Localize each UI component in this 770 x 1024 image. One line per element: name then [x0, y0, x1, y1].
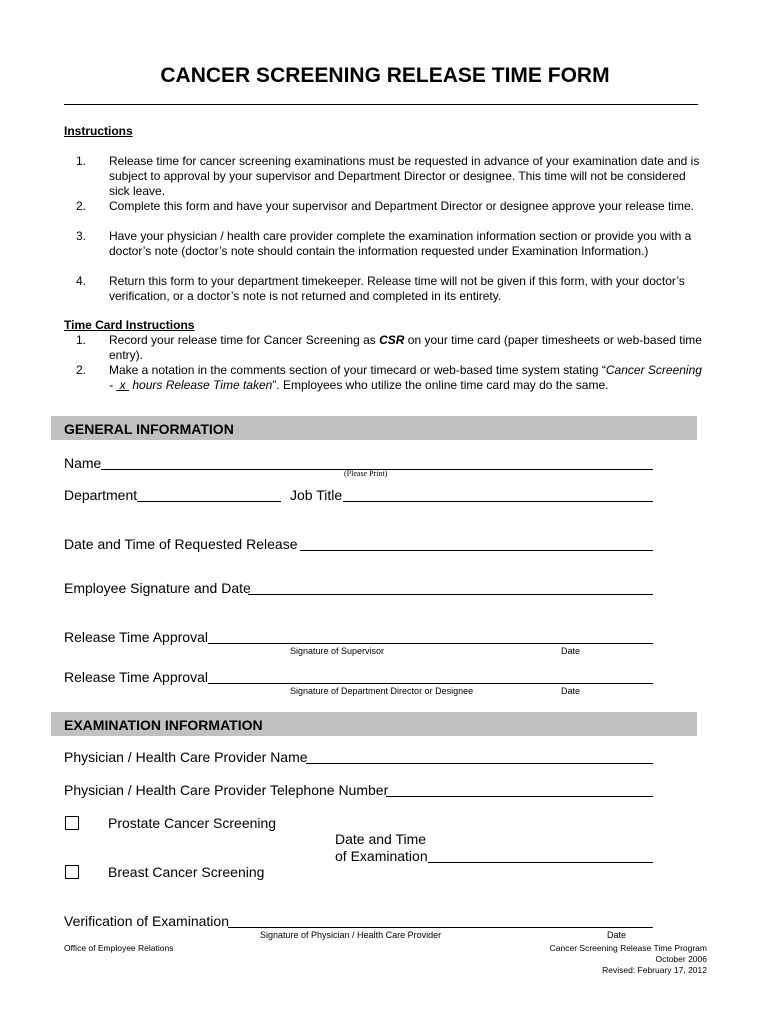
- list-item-number: 2.: [75, 199, 86, 213]
- list-item-text: Complete this form and have your supervisor and Department Director or designee approve your release time.: [109, 199, 694, 213]
- provider-phone-label: Physician / Health Care Provider Telephone Number: [64, 782, 389, 798]
- verification-date-caption: Date: [607, 930, 627, 940]
- footer-date: October 2006: [655, 954, 707, 964]
- director-signature-caption: Signature of Department Director or Designee: [290, 686, 474, 696]
- title-divider: [64, 104, 698, 105]
- supervisor-signature-field[interactable]: [208, 643, 653, 644]
- approval-supervisor-label: Release Time Approval: [64, 629, 208, 645]
- instructions-heading: Instructions: [64, 124, 133, 138]
- department-label: Department: [64, 487, 138, 503]
- list-item-text: Release time for cancer screening examinations must be requested in advance of your examination date and is subject to approval by your supervisor and Department Director or designee. This time will not be considered sick leave.: [109, 154, 700, 198]
- breast-label: Breast Cancer Screening: [108, 864, 265, 880]
- list-item-text: Return this form to your department timekeeper. Release time will not be given if this form, with your doctor’s verification, or a doctor’s note is not returned and completed in its entirety.: [109, 274, 685, 303]
- supervisor-signature-caption: Signature of Supervisor: [290, 646, 385, 656]
- exam-datetime-field[interactable]: [428, 862, 653, 863]
- list-item-text: Have your physician / health care provider complete the examination information section or provide you with a doctor’s note (doctor’s note should contain the information requested under Examination Information.): [109, 229, 692, 258]
- supervisor-date-caption: Date: [561, 646, 581, 656]
- time-card-heading: Time Card Instructions: [64, 318, 195, 332]
- director-signature-field[interactable]: [208, 683, 653, 684]
- time-card-list: [64, 333, 714, 395]
- text-run: on your time card (paper timesheets or web-based time entry).: [109, 333, 702, 362]
- text-run: Record your release time for Cancer Screening as: [109, 333, 380, 347]
- list-item-number: 2.: [75, 363, 86, 377]
- breast-checkbox[interactable]: [65, 865, 79, 879]
- instructions-list: [64, 154, 714, 304]
- list-item-number: 1.: [75, 154, 86, 168]
- job-title-label: Job Title: [290, 487, 343, 503]
- requested-release-field[interactable]: [300, 550, 653, 551]
- footer-revised: Revised: February 17, 2012: [602, 965, 707, 975]
- csr-code: CSR: [379, 333, 405, 347]
- list-item-text: [109, 333, 709, 363]
- director-date-caption: Date: [561, 686, 581, 696]
- examination-information-header: EXAMINATION INFORMATION: [51, 712, 697, 736]
- text-run: Cancer Screening -: [109, 363, 702, 392]
- requested-release-label: Date and Time of Requested Release: [64, 536, 298, 552]
- provider-name-label: Physician / Health Care Provider Name: [64, 749, 308, 765]
- exam-datetime-label-line1: Date and Time: [335, 831, 427, 847]
- footer-program-name: Cancer Screening Release Time Program: [549, 943, 707, 953]
- hours-blank: x: [116, 378, 130, 392]
- list-item-number: 4.: [75, 274, 86, 288]
- department-field[interactable]: [137, 501, 281, 502]
- footer-program: [550, 943, 707, 976]
- prostate-checkbox[interactable]: [65, 816, 79, 830]
- footer-office: Office of Employee Relations: [64, 943, 174, 953]
- employee-signature-field[interactable]: [248, 594, 653, 595]
- text-run: Make a notation in the comments section of your timecard or web-based time system stating “: [109, 363, 606, 377]
- provider-phone-field[interactable]: [386, 796, 653, 797]
- general-information-header: GENERAL INFORMATION: [51, 416, 697, 440]
- verification-signature-caption: Signature of Physician / Health Care Provider: [260, 930, 442, 940]
- page-title: CANCER SCREENING RELEASE TIME FORM: [160, 64, 610, 87]
- approval-director-label: Release Time Approval: [64, 669, 208, 685]
- verification-label: Verification of Examination: [64, 913, 229, 929]
- employee-signature-label: Employee Signature and Date: [64, 580, 251, 596]
- provider-name-field[interactable]: [306, 763, 653, 764]
- please-print-note: (Please Print): [344, 469, 388, 478]
- text-run: ”. Employees who utilize the online time card may do the same.: [272, 378, 609, 392]
- prostate-label: Prostate Cancer Screening: [108, 815, 277, 831]
- list-item-number: 1.: [75, 333, 86, 347]
- list-item-text: [109, 363, 709, 393]
- verification-signature-field[interactable]: [228, 927, 653, 928]
- job-title-field[interactable]: [343, 501, 653, 502]
- exam-datetime-label-line2: of Examination: [335, 848, 428, 864]
- name-label: Name: [64, 455, 102, 471]
- text-run: hours Release Time taken: [129, 378, 273, 392]
- list-item-number: 3.: [75, 229, 86, 243]
